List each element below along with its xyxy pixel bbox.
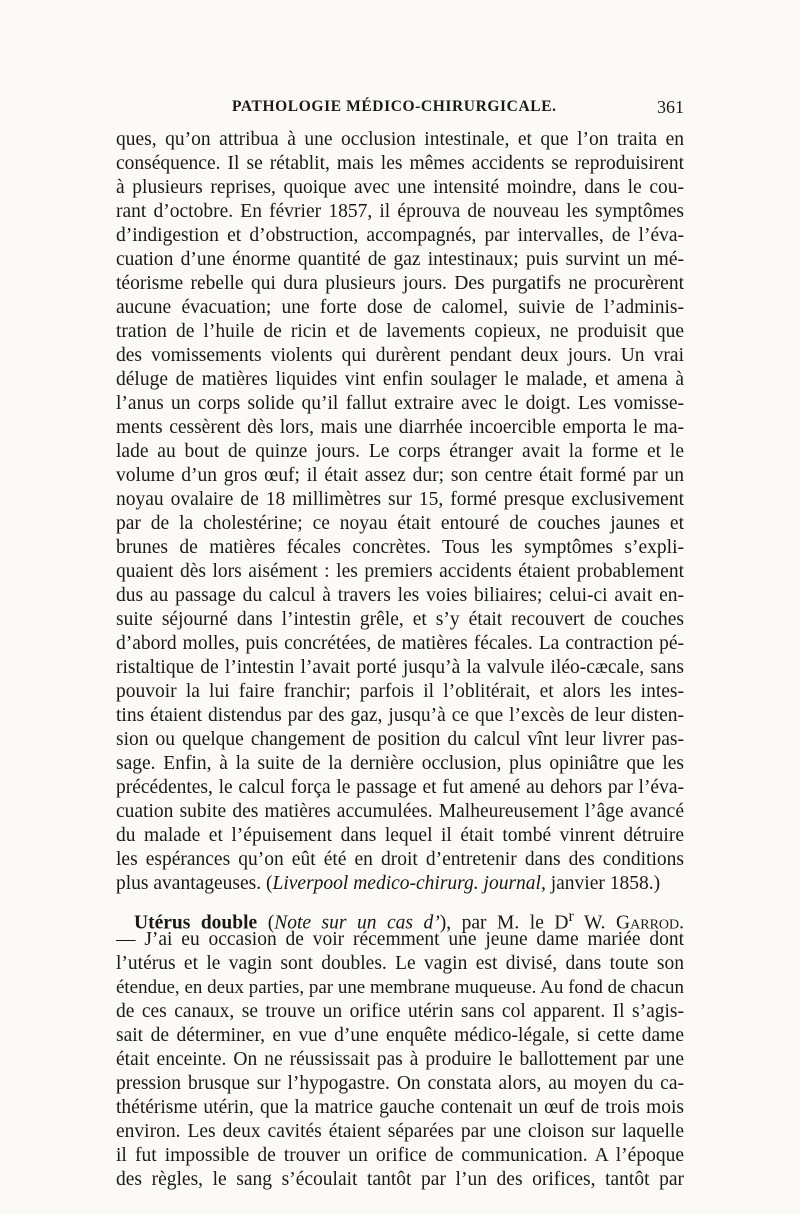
text-line: brunes de matières fécales concrètes. Tous les symptômes s’expli-	[116, 537, 684, 558]
section-heading-line	[134, 904, 685, 934]
text-line: l’utérus et le vagin sont doubles. Le vagin est divisé, dans toute son	[116, 953, 684, 974]
text-line: sage. Enfin, à la suite de la dernière occlusion, plus opiniâtre que les	[116, 753, 684, 774]
text-run: (	[257, 912, 275, 934]
text-line: cuation d’une énorme quantité de gaz intestinaux; puis survint un mé-	[116, 249, 684, 270]
text-run: ), par M. le D	[439, 912, 569, 934]
text-line: téorisme rebelle qui dura plusieurs jours. Des purgatifs ne procurèrent	[116, 273, 684, 294]
text-line: des règles, le sang s’écoulait tantôt par l’un des orifices, tantôt par	[116, 1169, 684, 1190]
page-number: 361	[657, 97, 684, 117]
text-line: noyau ovalaire de 18 millimètres sur 15, formé presque exclusivement	[116, 489, 684, 510]
text-line: du malade et l’épuisement dans lequel il était tombé vinrent détruire	[116, 825, 684, 846]
text-line: ristaltique de l’intestin l’avait porté jusqu’à la valvule iléo-cæcale, sans	[116, 657, 684, 678]
text-line: déluge de matières liquides vint enfin soulager le malade, et amena à	[116, 369, 684, 390]
text-line: quaient dès lors aisément : les premiers accidents étaient probablement	[116, 561, 684, 582]
text-line: étendue, en deux parties, par une membrane muqueuse. Au fond de chacun	[116, 977, 684, 998]
section-heading: Utérus double	[134, 912, 258, 934]
text-line: ments cessèrent dès lors, mais une diarrhée incoercible emporta le ma-	[116, 417, 684, 438]
text-line: lade au bout de quinze jours. Le corps étranger avait la forme et le	[116, 441, 684, 462]
text-line: aucune évacuation; une forte dose de calomel, suivie de l’adminis-	[116, 297, 684, 318]
text-line-citation	[116, 872, 684, 896]
text-line: les espérances qu’on eût été en droit d’entretenir dans des conditions	[116, 849, 684, 870]
text-line: de ces canaux, se trouve un orifice utérin sans col apparent. Il s’agis-	[116, 1001, 684, 1022]
text-line: d’indigestion et d’obstruction, accompagnés, par intervalles, de l’éva-	[116, 225, 684, 246]
text-line: conséquence. Il se rétablit, mais les mêmes accidents se reproduisirent	[116, 153, 684, 174]
text-line: volume d’un gros œuf; il était assez dur; son centre était formé par un	[116, 465, 684, 486]
running-title: PATHOLOGIE MÉDICO-CHIRURGICALE.	[232, 98, 557, 115]
text-line: sait de déterminer, en vue d’une enquête médico-légale, si cette dame	[116, 1025, 684, 1046]
text-line: rant d’octobre. En février 1857, il éprouva de nouveau les symptômes	[116, 201, 684, 222]
text-line: tins étaient distendus par des gaz, jusqu’à ce que l’excès de leur disten-	[116, 705, 684, 726]
page-header	[232, 98, 684, 122]
note-title: Note sur un cas d’	[274, 912, 440, 934]
text-line: d’abord molles, puis concrétées, de matières fécales. La contraction pé-	[116, 633, 684, 654]
text-line: tration de l’huile de ricin et de lavements copieux, ne produisit que	[116, 321, 684, 342]
author-initial: W.	[573, 912, 617, 934]
text-line: — J’ai eu occasion de voir récemment une jeune dame mariée dont	[116, 929, 684, 950]
text-line: ques, qu’on attribua à une occlusion intestinale, et que l’on traita en	[116, 129, 684, 150]
text-line: environ. Les deux cavités étaient séparées par une cloison sur laquelle	[116, 1121, 684, 1142]
text-line: suite séjourné dans l’intestin grêle, et s’y était recouvert de couches	[116, 609, 684, 630]
text-line: cuation subite des matières accumulées. Malheureusement l’âge avancé	[116, 801, 684, 822]
text-line: il fut impossible de trouver un orifice de communication. A l’époque	[116, 1145, 684, 1166]
text-run: plus avantageuses. (	[116, 873, 273, 894]
text-line: des vomissements violents qui durèrent pendant deux jours. Un vrai	[116, 345, 684, 366]
text-line: l’anus un corps solide qu’il fallut extraire avec le doigt. Les vomisse-	[116, 393, 684, 414]
text-line: pression brusque sur l’hypogastre. On constata alors, au moyen du ca-	[116, 1073, 684, 1094]
text-line: thétérisme utérin, que la matrice gauche contenait un œuf de trois mois	[116, 1097, 684, 1118]
superscript: r	[568, 907, 574, 925]
text-line: précédentes, le calcul força le passage et fut amené au dehors par l’éva-	[116, 777, 684, 798]
text-line: sion ou quelque changement de position du calcul vînt leur livrer pas-	[116, 729, 684, 750]
author-name: Garrod.	[616, 912, 685, 934]
text-line: à plusieurs reprises, quoique avec une intensité moindre, dans le cou-	[116, 177, 684, 198]
text-line: par de la cholestérine; ce noyau était entouré de couches jaunes et	[116, 513, 684, 534]
text-run: janvier 1858.)	[545, 873, 661, 894]
text-line: dus au passage du calcul à travers les voies biliaires; celui-ci avait en-	[116, 585, 684, 606]
text-line: pouvoir la lui faire franchir; parfois il l’oblitérait, et alors les intes-	[116, 681, 684, 702]
text-line: était enceinte. On ne réussissait pas à produire le ballottement par une	[116, 1049, 684, 1070]
journal-citation: Liverpool medico-chirurg. journal,	[272, 873, 546, 894]
